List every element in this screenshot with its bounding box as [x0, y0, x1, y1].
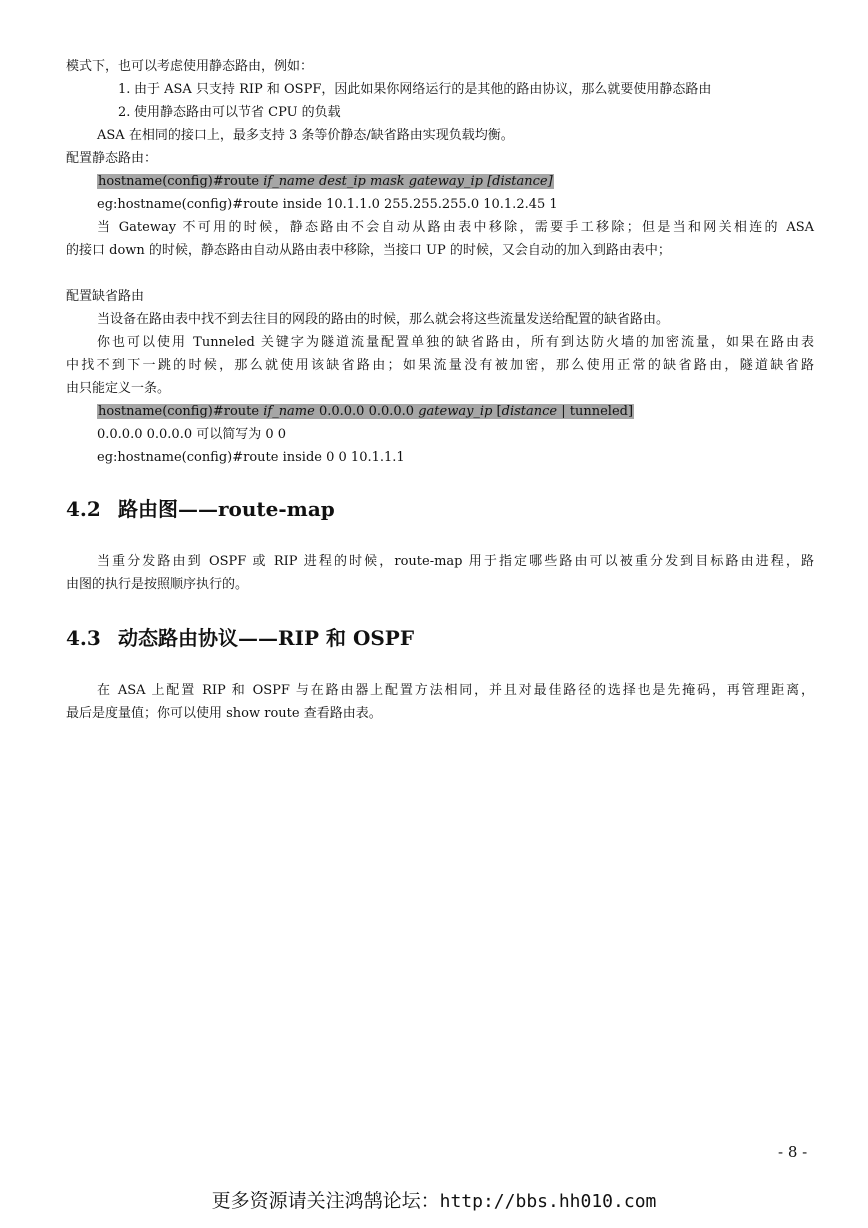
section-number: 4.3	[66, 626, 101, 650]
text-line: ASA 在相同的接口上，最多支持 3 条等价静态/缺省路由实现负载均衡。	[97, 128, 514, 143]
paragraph-line: 由图的执行是按照顺序执行的。	[66, 577, 249, 592]
list-number: 2.	[118, 105, 131, 120]
command-param: gateway_ip	[418, 404, 493, 419]
paragraph-line: 最后是度量值；你可以使用 show route 查看路由表。	[66, 706, 382, 721]
list-item: 使用静态路由可以节省 CPU 的负载	[134, 105, 341, 120]
command-text: [	[492, 404, 502, 419]
command-params: if_name dest_ip mask gateway_ip [distance]	[263, 174, 553, 189]
text-line: 模式下，也可以考虑使用静态路由，例如：	[66, 59, 314, 74]
command-param: if_name	[263, 404, 315, 419]
section-number: 4.2	[66, 497, 101, 521]
command-text: | tunneled]	[557, 404, 634, 419]
paragraph-line: 在 ASA 上配置 RIP 和 OSPF 与在路由器上配置方法相同，并且对最佳路径的选择也是先掩码，再管理距离，	[97, 683, 814, 698]
list-item: 由于 ASA 只支持 RIP 和 OSPF，因此如果你网络运行的是其他的路由协议，那么就要使用静态路由	[134, 82, 712, 97]
page-number: - 8 -	[778, 1143, 808, 1161]
paragraph-line: 当设备在路由表中找不到去往目的网段的路由的时候，那么就会将这些流量发送给配置的缺省路由。	[97, 312, 670, 327]
list-number: 1.	[118, 82, 131, 97]
paragraph-line: 中找不到下一跳的时候，那么就使用该缺省路由；如果流量没有被加密，那么使用正常的缺省路由，隧道缺省路	[66, 358, 814, 373]
footer-text: 更多资源请关注鸿鹄论坛：	[211, 1190, 440, 1212]
paragraph-line: 当重分发路由到 OSPF 或 RIP 进程的时候，route-map 用于指定哪些路由可以被重分发到目标路由进程，路	[97, 554, 814, 569]
subheading: 配置静态路由：	[66, 151, 158, 166]
example-command: eg:hostname(config)#route inside 0 0 10.1.1.1	[97, 450, 405, 465]
command-text: hostname(config)#route	[98, 174, 264, 189]
footer-banner	[0, 1189, 868, 1214]
paragraph-line: 由只能定义一条。	[66, 381, 171, 396]
text-line: 0.0.0.0 0.0.0.0 可以简写为 0 0	[97, 427, 287, 442]
footer-url[interactable]: http://bbs.hh010.com	[439, 1191, 657, 1212]
section-title: 动态路由协议——RIP 和 OSPF	[118, 626, 415, 650]
command-param: distance	[501, 404, 558, 419]
paragraph-line: 的接口 down 的时候，静态路由自动从路由表中移除，当接口 UP 的时候，又会自动的加入到路由表中；	[66, 243, 671, 258]
section-heading-4-2	[66, 496, 335, 522]
paragraph-line: 你也可以使用 Tunneled 关键字为隧道流量配置单独的缺省路由，所有到达防火墙的加密流量，如果在路由表	[97, 335, 814, 350]
example-command: eg:hostname(config)#route inside 10.1.1.0 255.255.255.0 10.1.2.45 1	[97, 197, 558, 212]
subheading: 配置缺省路由	[66, 289, 145, 304]
command-syntax-static	[97, 173, 554, 191]
section-heading-4-3	[66, 625, 414, 651]
section-title: 路由图——route-map	[118, 497, 335, 521]
paragraph-line: 当 Gateway 不可用的时候，静态路由不会自动从路由表中移除，需要手工移除；但是当和网关相连的 ASA	[97, 220, 814, 235]
command-text: hostname(config)#route	[98, 404, 264, 419]
command-text: 0.0.0.0 0.0.0.0	[314, 404, 419, 419]
command-syntax-default	[97, 403, 634, 421]
